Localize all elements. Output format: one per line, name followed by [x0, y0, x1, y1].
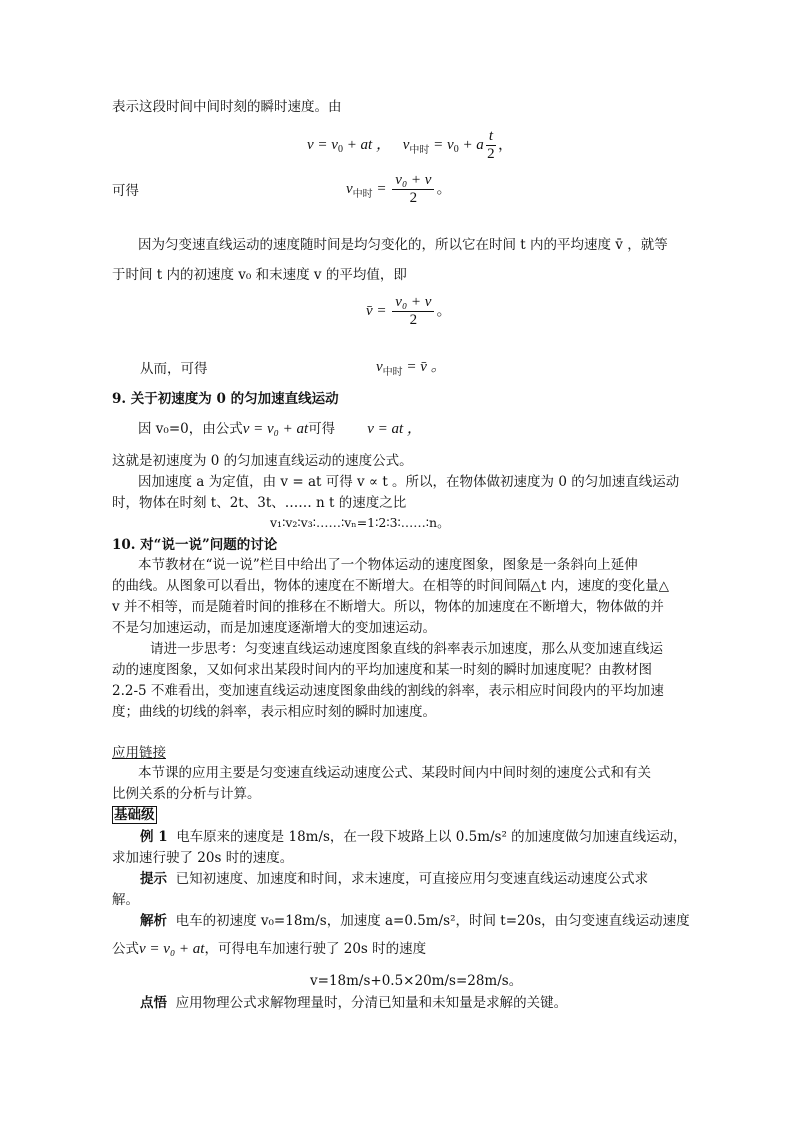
solution-line2: 公式v = v₀ + at，可得电车加速行驶了 20s 时的速度 [112, 941, 427, 957]
comment-line: 点悟 应用物理公式求解物理量时，分清已知量和未知量是求解的关键。 [140, 995, 568, 1011]
kede-label: 可得 [112, 183, 139, 199]
eq2-fraction: $\frac{\text{v₀ + v}}{2}$ [392, 172, 434, 207]
section-10-p2-line1: 请进一步思考：匀变速直线运动速度图象直线的斜率表示加速度，那么从变加速直线运 [150, 641, 663, 657]
application-line2: 比例关系的分析与计算。 [112, 786, 261, 802]
application-line1: 本节课的应用主要是匀变速直线运动速度公式、某段时间内中间时刻的速度公式和有关 [138, 765, 651, 781]
example-1-label: 例 1 [140, 829, 168, 845]
equation-average-velocity: v̄ = $\frac{\text{v₀ + v}}{2}$ 。 [366, 294, 452, 328]
equation-midtime-equals-average: $v_{中时}$ = v̄ 。 [376, 359, 446, 378]
hint-line2: 解。 [112, 892, 139, 908]
section-10-title: 10. 对“说一说”问题的讨论 [112, 537, 278, 553]
section-10-p1-line4: 不是匀加速运动，而是加速度逐渐增大的变加速运动。 [112, 620, 436, 636]
eq1-part-a: $v = v_0$ + at ， [307, 136, 391, 155]
solution-line1: 解析 电车的初速度 v₀=18m/s，加速度 a=0.5m/s²，时间 t=20s，由匀变速直线运动速度 [140, 913, 690, 929]
example-1-line2: 求加速行驶了 20s 时的速度。 [112, 850, 294, 866]
equation-velocity-and-midtime [307, 128, 513, 163]
section-10-p2-line2: 动的速度图象，又如何求出某段时间内的平均加速度和某一时刻的瞬时加速度呢？由教材图 [112, 662, 652, 678]
section-9-ratio: v₁∶v₂∶v₃∶……∶vₙ=1∶2∶3∶……∶n。 [270, 515, 450, 530]
section-10-p1-line3: v 并不相等，而是随着时间的推移在不断增大。所以，物体的加速度在不断增大，物体做的并 [112, 599, 664, 615]
equation-midtime-average: $v_{中时}$ = $\frac{\text{v₀ + v}}{2}$ 。 [346, 172, 452, 206]
example-1-line1: 例 1 电车原来的速度是 18m/s，在一段下坡路上以 0.5m/s² 的加速度做匀加速直线运动， [140, 829, 687, 845]
basic-level-row [112, 806, 157, 824]
section-9-line2: 这就是初速度为 0 的匀加速直线运动的速度公式。 [112, 453, 413, 469]
basic-level-label: 基础级 [114, 807, 155, 823]
solution-label: 解析 [140, 913, 167, 929]
application-heading: 应用链接 [112, 745, 166, 761]
hint-label: 提示 [140, 871, 167, 887]
section-9-line3: 因加速度 a 为定值，由 v = at 可得 v ∝ t 。所以，在物体做初速度为 0 的匀加速直线运动 [138, 474, 680, 490]
hint-line1: 提示 已知初速度、加速度和时间，求末速度，可直接应用匀变速直线运动速度公式求 [140, 871, 649, 887]
section-9-line1: 因 v₀=0，由公式v = v₀ + at可得 v = at ， [138, 421, 422, 437]
section-10-p2-line3: 2.2-5 不难看出，变加速直线运动速度图象曲线的割线的斜率，表示相应时间段内的平均加速 [112, 683, 664, 699]
solution-result: v=18m/s+0.5×20m/s=28m/s。 [310, 973, 523, 989]
eq1-part-b: $v_{中时} = v_0 + a$ $\frac{t}{2}$ ， [402, 128, 513, 162]
eq1-fraction: $\frac{t}{2}$ [487, 128, 495, 162]
section-10-p1-line2: 的曲线。从图象可以看出，物体的速度在不断增大。在相等的时间间隔△t 内，速度的变化量△ [112, 578, 669, 594]
section-10-p1-line1: 本节教材在“说一说”栏目中给出了一个物体运动的速度图象，图象是一条斜向上延伸 [138, 557, 638, 573]
congercongde-label: 从而，可得 [140, 361, 208, 377]
paragraph-average-velocity-line1: 因为匀变速直线运动的速度随时间是均匀变化的，所以它在时间 t 内的平均速度 v̄ ，就等 [138, 237, 668, 253]
section-9-line4: 时，物体在时刻 t、2t、3t、…… n t 的速度之比 [112, 495, 407, 511]
paragraph-average-velocity-line2: 于时间 t 内的初速度 v₀ 和末速度 v 的平均值，即 [112, 267, 407, 283]
comment-label: 点悟 [140, 995, 167, 1011]
section-10-p2-line4: 度；曲线的切线的斜率，表示相应时刻的瞬时加速度。 [112, 704, 436, 720]
eq3-fraction: $\frac{\text{v₀ + v}}{2}$ [392, 294, 434, 329]
section-9-title: 9. 关于初速度为 0 的匀加速直线运动 [112, 391, 339, 407]
intro-line: 表示这段时间中间时刻的瞬时速度。由 [112, 99, 342, 115]
